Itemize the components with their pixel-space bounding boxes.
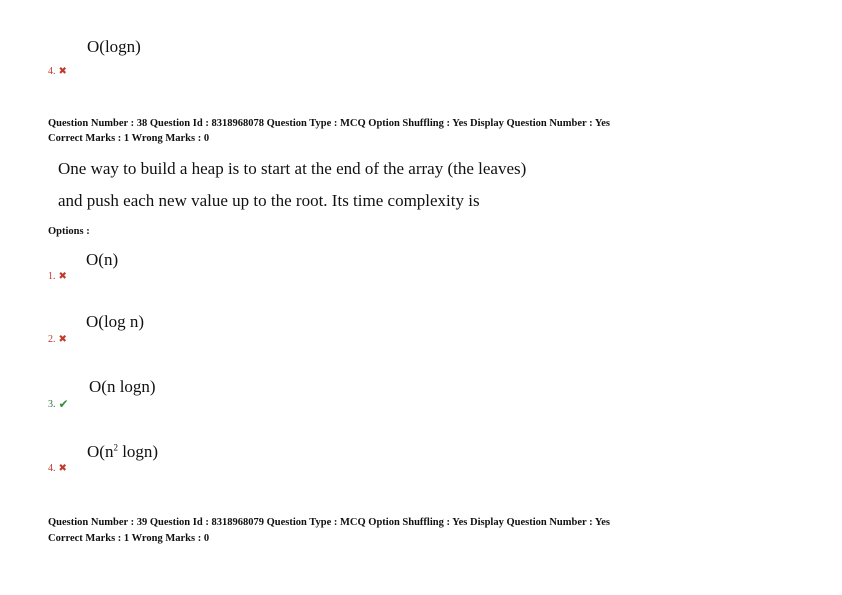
option-3-number [48,398,69,410]
question-38-meta-line-1: Question Number : 38 Question Id : 8318968078 Question Type : MCQ Option Shuffling : Yes Display Question Number : Yes [48,118,611,129]
checkmark-icon: ✔ [58,397,69,411]
prev-option-4-number [48,66,67,77]
option-4-text-post: logn) [117,442,159,461]
option-2-number [48,334,67,345]
cross-icon: ✖ [58,65,67,77]
option-4-number [48,463,67,474]
cross-icon: ✖ [58,462,67,474]
option-number-label: 1. [48,271,56,282]
option-4-text-pre: O(n [87,442,114,461]
question-39-meta-line-2: Correct Marks : 1 Wrong Marks : 0 [48,533,210,544]
option-3-text: O(n logn) [89,377,156,396]
option-1-text: O(n) [86,250,119,269]
question-39-meta-line-1: Question Number : 39 Question Id : 8318968079 Question Type : MCQ Option Shuffling : Yes Display Question Number : Yes [48,517,611,528]
option-number-label: 4. [48,463,56,474]
option-2-text: O(log n) [86,312,145,331]
option-number-label: 2. [48,334,56,345]
question-38-meta-line-2: Correct Marks : 1 Wrong Marks : 0 [48,133,210,144]
option-number-label: 4. [48,66,56,77]
question-38-text-line-2: and push each new value up to the root. Its time complexity is [58,191,480,210]
option-4-exponent: 2 [113,442,118,453]
question-38-text-line-1: One way to build a heap is to start at the end of the array (the leaves) [58,159,527,178]
prev-option-4-text: O(logn) [87,37,141,56]
option-4-text [87,442,158,462]
cross-icon: ✖ [58,333,67,345]
option-1-number [48,271,67,282]
option-number-label: 3. [48,398,56,410]
cross-icon: ✖ [58,270,67,282]
options-label: Options : [48,226,90,237]
